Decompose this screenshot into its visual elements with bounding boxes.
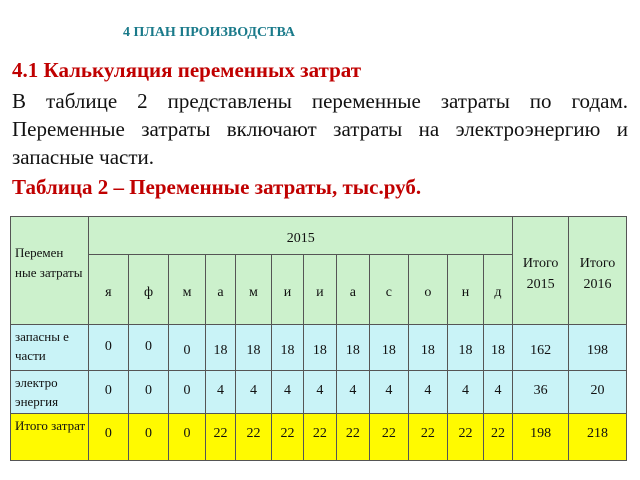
- table-cell: 18: [408, 325, 448, 371]
- total-2016-header: Итого 2016: [569, 217, 627, 325]
- section-title: 4 ПЛАН ПРОИЗВОДСТВА: [123, 25, 296, 40]
- table-caption: Таблица 2 – Переменные затраты, тыс.руб.: [12, 175, 422, 199]
- month-header: ф: [128, 255, 169, 325]
- table-cell: 18: [483, 325, 513, 371]
- table-cell: 4: [205, 371, 235, 414]
- total-2015-header: Итого 2015: [513, 217, 569, 325]
- table-cell: 18: [205, 325, 235, 371]
- table-cell: 4: [304, 371, 336, 414]
- month-header: д: [483, 255, 513, 325]
- table-cell: 198: [569, 325, 627, 371]
- table-cell: 22: [448, 414, 484, 461]
- table-cell: 198: [513, 414, 569, 461]
- table-cell: 0: [89, 414, 129, 461]
- table-cell: 0: [89, 325, 129, 371]
- table-cell: 0: [128, 371, 169, 414]
- table-cell: 22: [271, 414, 303, 461]
- month-header: м: [236, 255, 272, 325]
- row-label: запасны е части: [11, 325, 89, 371]
- table-cell: 22: [236, 414, 272, 461]
- row-label: Итого затрат: [11, 414, 89, 461]
- row-label: электро энергия: [11, 371, 89, 414]
- year-header: 2015: [89, 217, 513, 255]
- month-header: о: [408, 255, 448, 325]
- month-header: м: [169, 255, 206, 325]
- table-cell: 0: [169, 371, 206, 414]
- table-cell: 22: [336, 414, 369, 461]
- table-cell: 18: [236, 325, 272, 371]
- table-cell: 4: [271, 371, 303, 414]
- month-header: и: [304, 255, 336, 325]
- month-header: с: [370, 255, 409, 325]
- table-cell: 162: [513, 325, 569, 371]
- table-cell: 0: [169, 414, 206, 461]
- table-cell: 18: [370, 325, 409, 371]
- table-cell: 4: [236, 371, 272, 414]
- table-cell: 0: [169, 325, 206, 371]
- table-cell: 36: [513, 371, 569, 414]
- table-cell: 0: [128, 414, 169, 461]
- month-header: а: [205, 255, 235, 325]
- table-cell: 4: [408, 371, 448, 414]
- month-header: и: [271, 255, 303, 325]
- table-cell: 20: [569, 371, 627, 414]
- table-cell: 4: [448, 371, 484, 414]
- table-cell: 22: [304, 414, 336, 461]
- table-cell: 0: [128, 325, 169, 371]
- table-cell: 22: [408, 414, 448, 461]
- table-cell: 4: [336, 371, 369, 414]
- table-cell: 22: [205, 414, 235, 461]
- table-cell: 18: [304, 325, 336, 371]
- table-cell: 22: [483, 414, 513, 461]
- month-header: н: [448, 255, 484, 325]
- table-cell: 4: [483, 371, 513, 414]
- table-cell: 218: [569, 414, 627, 461]
- month-header: я: [89, 255, 129, 325]
- table-cell: 18: [448, 325, 484, 371]
- subheading: 4.1 Калькуляция переменных затрат: [12, 58, 362, 82]
- table-cell: 0: [89, 371, 129, 414]
- table-cell: 4: [370, 371, 409, 414]
- table-cell: 22: [370, 414, 409, 461]
- paragraph: В таблице 2 представлены переменные затраты по годам. Переменные затраты включают затраты на электроэнергию и запасные части.: [12, 89, 628, 169]
- month-header: а: [336, 255, 369, 325]
- table-cell: 18: [336, 325, 369, 371]
- corner-header: Перемен ные затраты: [11, 217, 89, 325]
- variable-costs-table: [10, 216, 627, 461]
- table-cell: 18: [271, 325, 303, 371]
